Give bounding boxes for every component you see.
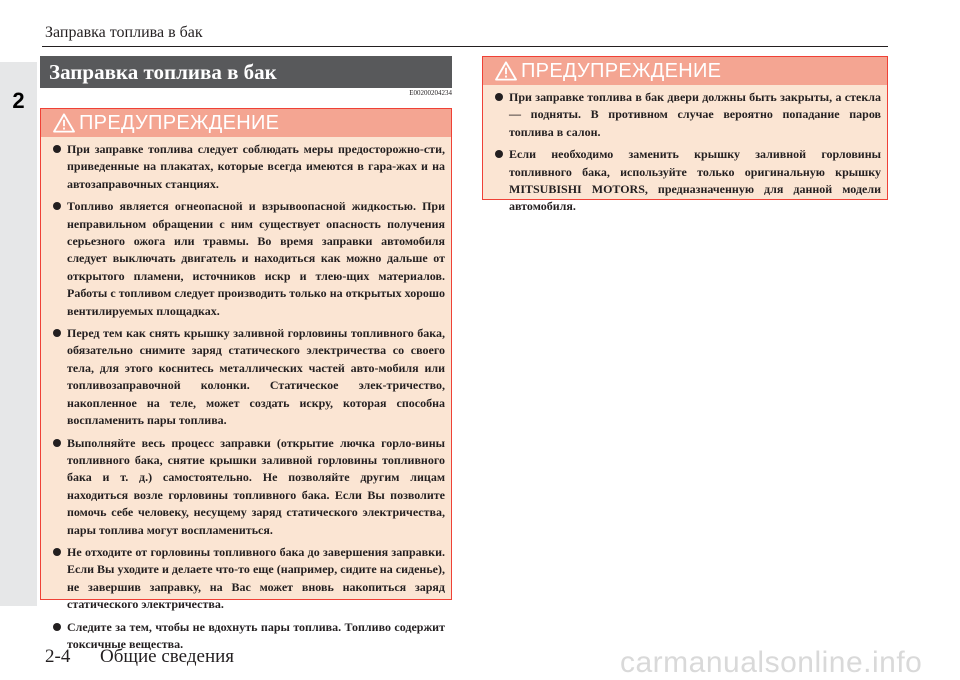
warning-title-text: ПРЕДУПРЕЖДЕНИЕ <box>79 111 280 134</box>
warning-item-text: Не отходите от горловины топливного бака до завершения заправки. Если Вы уходите и делаете что-то еще (например, сидите на сиденье), не завершив заправку, на Вас может вновь накопиться заряд статического электричества. <box>67 544 445 612</box>
bullet-icon <box>53 145 61 153</box>
warning-title-bar <box>483 57 887 85</box>
warning-item-text: Если необходимо заменить крышку заливной горловины топливного бака, используйте только оригинальную крышку MITSUBISHI MOTORS, предназначенную для данной модели автомобиля. <box>509 147 881 214</box>
chapter-number: 2 <box>12 88 25 113</box>
warning-title-bar <box>41 109 451 137</box>
header-divider <box>42 46 888 47</box>
warning-list <box>483 85 887 216</box>
warning-item-text: При заправке топлива следует соблюдать меры предосторожно-сти, приведенные на плакатах, которые всегда имеются в гара-жах и на автозаправочных станциях. <box>67 142 445 191</box>
warning-list <box>41 137 451 653</box>
warning-item-text: Перед тем как снять крышку заливной горловины топливного бака, обязательно снимите заряд статического электричества со своего тела, для этого коснитесь металлических частей авто-мобиля или топливозаправочной колонки. Статическое элек-тричество, накопленное на теле, может создать искру, которая способна воспламенить пары топлива. <box>67 326 445 428</box>
warning-item <box>493 89 881 141</box>
bullet-icon <box>495 150 503 158</box>
bullet-icon <box>53 439 61 447</box>
warning-triangle-icon <box>495 61 517 81</box>
warning-item <box>493 146 881 216</box>
bullet-icon <box>53 202 61 210</box>
warning-item <box>51 198 445 320</box>
warning-item <box>51 544 445 614</box>
section-code: E00200204234 <box>409 89 452 97</box>
warning-item <box>51 435 445 539</box>
chapter-tab <box>0 62 37 606</box>
warning-triangle-icon <box>53 113 75 133</box>
running-header-title: Заправка топлива в бак <box>45 24 203 41</box>
bullet-icon <box>53 623 61 631</box>
warning-item-text: Топливо является огнеопасной и взрывоопасной жидкостью. При неправильном обращении с ним существует опасность получения серьезного ожога или травмы. Во время заправки автомобиля следует выключать двигатель и находиться как можно дальше от открытого пламени, источников искр и тлею-щих материалов. Работы с топливом следует производить только на открытых хорошо вентилируемых площадках. <box>67 199 445 318</box>
bullet-icon <box>53 548 61 556</box>
warning-item-text: Следите за тем, чтобы не вдохнуть пары топлива. Топливо содержит токсичные вещества. <box>67 619 445 651</box>
bullet-icon <box>495 93 503 101</box>
warning-item <box>51 325 445 429</box>
warning-item-text: При заправке топлива в бак двери должны быть закрыты, а стекла — подняты. В противном случае вероятно попадание паров топлива в салон. <box>509 90 881 139</box>
footer-section-name: Общие сведения <box>100 646 235 667</box>
warning-title-text: ПРЕДУПРЕЖДЕНИЕ <box>521 59 722 82</box>
warning-item <box>51 141 445 193</box>
warning-box-right <box>482 56 888 214</box>
watermark: carmanualsonline.info <box>620 646 923 679</box>
bullet-icon <box>53 329 61 337</box>
warning-box-left <box>40 108 452 651</box>
warning-item-text: Выполняйте весь процесс заправки (открытие лючка горло-вины топливного бака, снятие крышки заливной горловины топливного бака и т. д.) самостоятельно. Не позволяйте другим лицам находиться возле горловины топливного бака. Если Вы позволите помочь себе человеку, несущему заряд статического электричества, пары топлива могут воспламениться. <box>67 435 445 537</box>
page-number: 2-4 <box>45 646 71 667</box>
section-title: Заправка топлива в бак <box>40 56 452 88</box>
